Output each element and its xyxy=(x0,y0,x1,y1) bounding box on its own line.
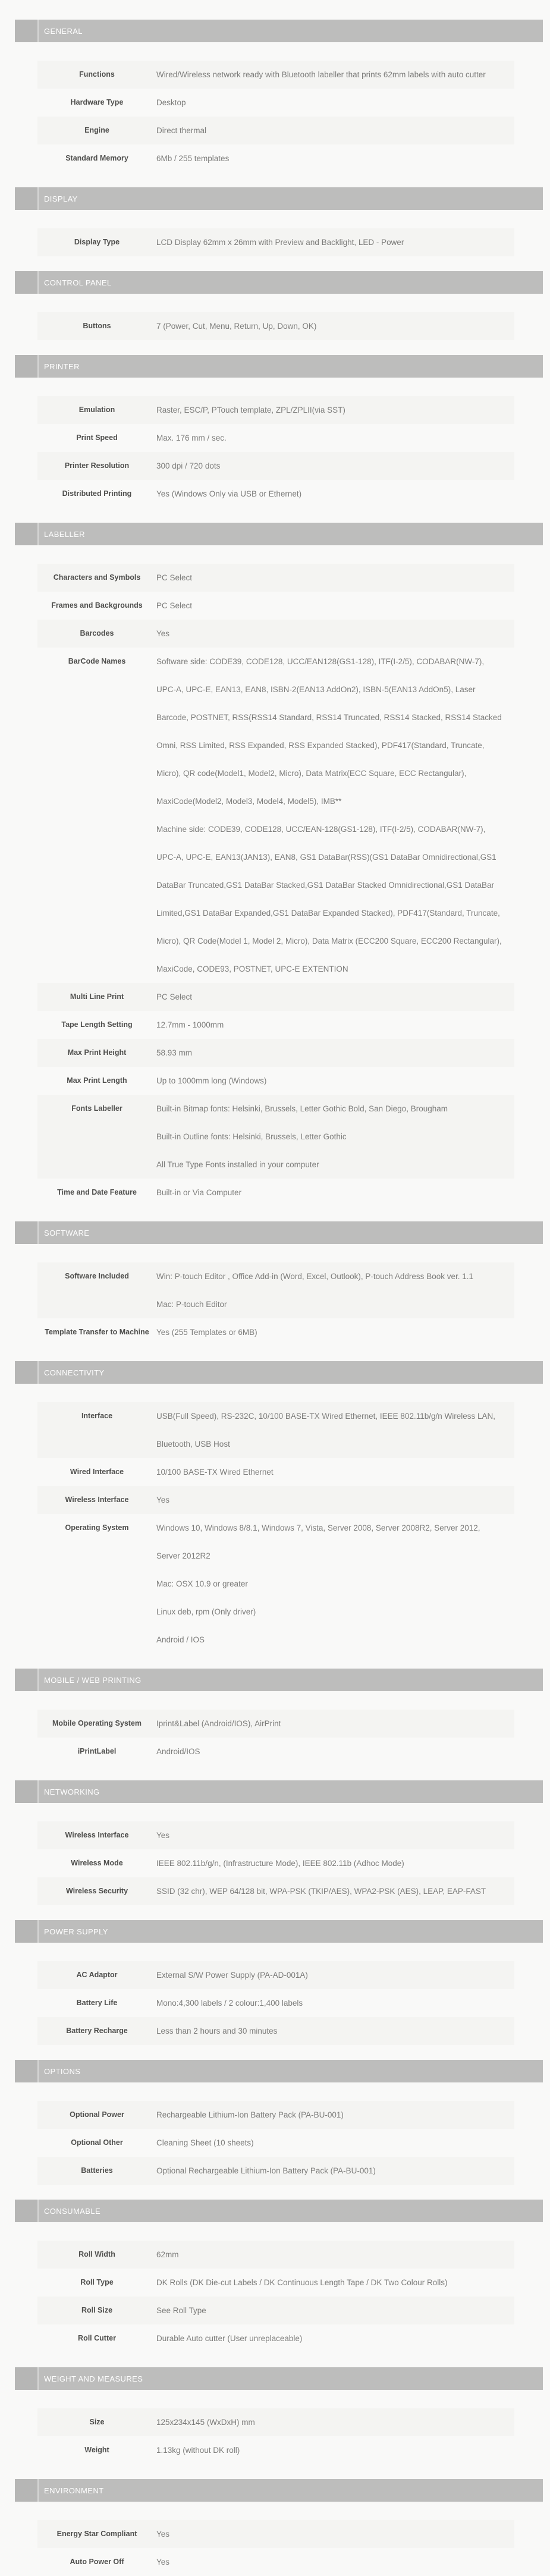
section-header xyxy=(15,2479,543,2502)
spec-value: 125x234x145 (WxDxH) mm xyxy=(156,2418,255,2427)
spec-rows xyxy=(37,228,514,256)
spec-row xyxy=(37,480,514,508)
spec-value: 62mm xyxy=(156,2250,179,2259)
spec-row xyxy=(37,2324,514,2352)
spec-section xyxy=(0,2479,550,2576)
spec-row xyxy=(37,1067,514,1095)
section-header-accent xyxy=(15,20,39,42)
spec-row xyxy=(37,452,514,480)
section-header-accent xyxy=(15,1221,39,1244)
spec-section xyxy=(0,2060,550,2185)
section-header-accent xyxy=(15,1920,39,1943)
spec-label: Wired Interface xyxy=(70,1468,124,1476)
spec-value xyxy=(156,1262,514,1318)
spec-label: Multi Line Print xyxy=(70,992,124,1001)
spec-label: Standard Memory xyxy=(65,154,128,162)
spec-section xyxy=(0,187,550,256)
spec-label: Engine xyxy=(84,126,109,134)
spec-label: Barcodes xyxy=(80,629,114,637)
spec-value-line: Win: P-touch Editor , Office Add-in (Word, Excel, Outlook), P-touch Address Book ver. 1.1 xyxy=(156,1272,473,1281)
spec-rows xyxy=(37,1961,514,2045)
spec-label: Print Speed xyxy=(76,433,118,442)
spec-row xyxy=(37,1179,514,1207)
spec-row xyxy=(37,1262,514,1318)
spec-row xyxy=(37,2436,514,2464)
spec-label: Software Included xyxy=(65,1272,129,1280)
section-header xyxy=(15,20,543,42)
section-header-accent xyxy=(15,355,39,378)
spec-value: 12.7mm - 1000mm xyxy=(156,1020,224,1029)
section-title: WEIGHT AND MEASURES xyxy=(44,2374,143,2383)
spec-label: Tape Length Setting xyxy=(61,1020,133,1029)
spec-label: Buttons xyxy=(83,322,111,330)
spec-row xyxy=(37,620,514,648)
spec-label: Max Print Height xyxy=(67,1048,127,1057)
section-header xyxy=(15,523,543,545)
spec-label: AC Adaptor xyxy=(76,1971,118,1979)
spec-row xyxy=(37,396,514,424)
section-title: DISPLAY xyxy=(44,194,78,203)
section-title: GENERAL xyxy=(44,26,83,36)
spec-row xyxy=(37,228,514,256)
spec-value: Android/IOS xyxy=(156,1747,200,1756)
spec-section xyxy=(0,20,550,172)
spec-value-line: Built-in Outline fonts: Helsinki, Brussels, Letter Gothic xyxy=(156,1132,347,1141)
section-title: LABELLER xyxy=(44,529,85,539)
spec-label: Wireless Mode xyxy=(71,1859,123,1867)
spec-section xyxy=(0,1780,550,1905)
spec-value: DK Rolls (DK Die-cut Labels / DK Continuous Length Tape / DK Two Colour Rolls) xyxy=(156,2278,448,2287)
spec-value: PC Select xyxy=(156,573,193,582)
spec-row xyxy=(37,983,514,1011)
spec-section xyxy=(0,1920,550,2045)
spec-value: Yes xyxy=(156,1496,170,1504)
spec-value: Desktop xyxy=(156,98,186,107)
spec-value: Yes xyxy=(156,2558,170,2566)
spec-value-line: Windows 10, Windows 8/8.1, Windows 7, Vista, Server 2008, Server 2008R2, Server 2012, Server 2012R2 xyxy=(156,1523,480,1560)
section-title: OPTIONS xyxy=(44,2066,81,2076)
spec-row xyxy=(37,144,514,172)
section-header xyxy=(15,2060,543,2082)
spec-value: Yes xyxy=(156,629,170,638)
section-header-accent xyxy=(15,1780,39,1803)
spec-row xyxy=(37,1318,514,1346)
spec-value: LCD Display 62mm x 26mm with Preview and Backlight, LED - Power xyxy=(156,238,404,247)
spec-row xyxy=(37,2241,514,2269)
spec-value-line: Machine side: CODE39, CODE128, UCC/EAN-128(GS1-128), ITF(I-2/5), CODABAR(NW-7), UPC-A, UPC-E, EAN13(JAN13), EAN8, GS1 DataBar(RSS)(GS1 DataBar Omnidirectional,GS1 DataBar Truncated,GS1 DataBar Stacked,GS1 DataBar Stacked Omnidirectional,GS1 DataBar Limited,GS1 DataBar Expanded,GS1 DataBar Expanded Stacked), PDF417(Standard, Truncate, Micro), QR Code(Model 1, Model 2, Micro), Data Matrix (ECC200 Square, ECC200 Rectangular), MaxiCode, CODE93, POSTNET, UPC-E EXTENTION xyxy=(156,825,502,973)
spec-row xyxy=(37,1514,514,1654)
spec-row xyxy=(37,2101,514,2129)
spec-value: Yes xyxy=(156,1831,170,1840)
spec-label: Roll Size xyxy=(81,2306,113,2314)
spec-section xyxy=(0,271,550,340)
spec-rows xyxy=(37,1262,514,1346)
spec-value: 7 (Power, Cut, Menu, Return, Up, Down, OK) xyxy=(156,322,317,331)
section-title: PRINTER xyxy=(44,362,80,371)
spec-value xyxy=(156,1514,514,1654)
spec-label: Mobile Operating System xyxy=(52,1719,142,1727)
spec-row xyxy=(37,2548,514,2576)
spec-value: Built-in or Via Computer xyxy=(156,1188,242,1197)
spec-section xyxy=(0,355,550,508)
section-header-accent xyxy=(15,523,39,545)
spec-row xyxy=(37,1039,514,1067)
spec-value-line: Built-in Bitmap fonts: Helsinki, Brussels, Letter Gothic Bold, San Diego, Brougham xyxy=(156,1104,448,1113)
spec-value: See Roll Type xyxy=(156,2306,206,2315)
spec-row xyxy=(37,424,514,452)
spec-row xyxy=(37,1458,514,1486)
spec-value: PC Select xyxy=(156,601,193,610)
spec-label: BarCode Names xyxy=(68,657,126,665)
spec-row xyxy=(37,1849,514,1877)
spec-row xyxy=(37,2157,514,2185)
spec-section xyxy=(0,1669,550,1765)
spec-section xyxy=(0,2367,550,2464)
spec-row xyxy=(37,1402,514,1458)
spec-rows xyxy=(37,1710,514,1765)
spec-label: Optional Other xyxy=(71,2138,123,2147)
spec-label: Auto Power Off xyxy=(70,2558,124,2566)
section-header xyxy=(15,271,543,294)
spec-value: Up to 1000mm long (Windows) xyxy=(156,1076,267,1085)
section-header-accent xyxy=(15,2367,39,2390)
spec-value: Yes (Windows Only via USB or Ethernet) xyxy=(156,489,302,498)
spec-label: Template Transfer to Machine xyxy=(45,1328,149,1336)
spec-label: Energy Star Compliant xyxy=(56,2530,137,2538)
spec-value-line: Mac: OSX 10.9 or greater xyxy=(156,1579,248,1588)
section-header xyxy=(15,1920,543,1943)
spec-row xyxy=(37,2520,514,2548)
spec-value: Raster, ESC/P, PTouch template, ZPL/ZPLII(via SST) xyxy=(156,406,345,414)
spec-row xyxy=(37,1821,514,1849)
spec-label: Hardware Type xyxy=(70,98,124,106)
spec-rows xyxy=(37,2408,514,2464)
section-title: ENVIRONMENT xyxy=(44,2486,104,2495)
spec-label: Max Print Length xyxy=(67,1076,127,1085)
spec-row xyxy=(37,592,514,620)
section-header xyxy=(15,2367,543,2390)
spec-label: Wireless Interface xyxy=(65,1831,129,1839)
spec-label: Batteries xyxy=(81,2166,113,2175)
spec-row xyxy=(37,1738,514,1765)
section-header xyxy=(15,355,543,378)
spec-label: Characters and Symbols xyxy=(53,573,141,582)
spec-rows xyxy=(37,1821,514,1905)
spec-label: Fonts Labeller xyxy=(71,1104,122,1113)
spec-value: 6Mb / 255 templates xyxy=(156,154,230,163)
section-header xyxy=(15,1221,543,1244)
spec-value-line: All True Type Fonts installed in your computer xyxy=(156,1160,319,1169)
spec-value: Rechargeable Lithium-Ion Battery Pack (PA-BU-001) xyxy=(156,2110,344,2119)
spec-value: SSID (32 chr), WEP 64/128 bit, WPA-PSK (TKIP/AES), WPA2-PSK (AES), LEAP, EAP-FAST xyxy=(156,1887,486,1896)
spec-label: Emulation xyxy=(78,406,115,414)
spec-rows xyxy=(37,564,514,1207)
spec-value-line: Mac: P-touch Editor xyxy=(156,1300,227,1309)
spec-label: Functions xyxy=(79,70,115,78)
spec-value-line: Android / IOS xyxy=(156,1635,205,1644)
spec-value: Iprint&Label (Android/IOS), AirPrint xyxy=(156,1719,281,1728)
spec-value: Max. 176 mm / sec. xyxy=(156,433,227,442)
spec-row xyxy=(37,564,514,592)
section-header xyxy=(15,1669,543,1691)
spec-rows xyxy=(37,312,514,340)
spec-rows xyxy=(37,2241,514,2352)
section-title: MOBILE / WEB PRINTING xyxy=(44,1675,142,1685)
spec-section xyxy=(0,1221,550,1346)
spec-label: Wireless Security xyxy=(65,1887,128,1895)
spec-value: Mono:4,300 labels / 2 colour:1,400 labels xyxy=(156,1999,303,2008)
spec-label: Roll Cutter xyxy=(78,2334,116,2342)
spec-value: Durable Auto cutter (User unreplaceable) xyxy=(156,2334,303,2343)
spec-value: Yes (255 Templates or 6MB) xyxy=(156,1328,257,1337)
section-header-accent xyxy=(15,271,39,294)
section-title: CONNECTIVITY xyxy=(44,1368,105,1377)
spec-section xyxy=(0,523,550,1207)
spec-value: Optional Rechargeable Lithium-Ion Battery Pack (PA-BU-001) xyxy=(156,2166,376,2175)
section-title: NETWORKING xyxy=(44,1787,100,1796)
spec-row xyxy=(37,89,514,117)
spec-label: Battery Recharge xyxy=(66,2027,128,2035)
spec-row xyxy=(37,1486,514,1514)
spec-label: Display Type xyxy=(74,238,120,246)
spec-row xyxy=(37,312,514,340)
spec-row xyxy=(37,1095,514,1179)
spec-value: Yes xyxy=(156,2530,170,2539)
section-title: CONSUMABLE xyxy=(44,2206,101,2216)
spec-label: Roll Width xyxy=(78,2250,115,2258)
spec-rows xyxy=(37,2101,514,2185)
spec-value: Direct thermal xyxy=(156,126,207,135)
spec-row xyxy=(37,1710,514,1738)
spec-value xyxy=(156,648,514,983)
section-title: CONTROL PANEL xyxy=(44,278,112,287)
spec-row xyxy=(37,2269,514,2297)
spec-row xyxy=(37,648,514,983)
spec-rows xyxy=(37,61,514,172)
section-title: SOFTWARE xyxy=(44,1228,90,1237)
spec-value: USB(Full Speed), RS-232C, 10/100 BASE-TX Wired Ethernet, IEEE 802.11b/g/n Wireless LAN, Bluetooth, USB Host xyxy=(156,1412,496,1449)
spec-label: Size xyxy=(89,2418,105,2426)
section-header-accent xyxy=(15,1669,39,1691)
spec-section xyxy=(0,1361,550,1654)
spec-row xyxy=(37,117,514,144)
spec-value: 10/100 BASE-TX Wired Ethernet xyxy=(156,1468,274,1477)
section-title: POWER SUPPLY xyxy=(44,1927,108,1936)
spec-value: PC Select xyxy=(156,992,193,1001)
section-header-accent xyxy=(15,187,39,210)
spec-value: 58.93 mm xyxy=(156,1048,193,1057)
spec-value: External S/W Power Supply (PA-AD-001A) xyxy=(156,1971,308,1980)
spec-value-line: Linux deb, rpm (Only driver) xyxy=(156,1607,256,1616)
spec-value: 1.13kg (without DK roll) xyxy=(156,2446,240,2455)
spec-label: Frames and Backgrounds xyxy=(51,601,143,610)
spec-row xyxy=(37,2017,514,2045)
section-header-accent xyxy=(15,1361,39,1384)
section-header xyxy=(15,2200,543,2222)
section-header-accent xyxy=(15,2479,39,2502)
spec-row xyxy=(37,2408,514,2436)
spec-label: Time and Date Feature xyxy=(57,1188,137,1196)
spec-value: Cleaning Sheet (10 sheets) xyxy=(156,2138,254,2147)
section-header xyxy=(15,1361,543,1384)
spec-label: Optional Power xyxy=(70,2110,124,2119)
spec-label: Weight xyxy=(84,2446,109,2454)
spec-label: iPrintLabel xyxy=(77,1747,117,1755)
spec-section xyxy=(0,2200,550,2352)
spec-value: Less than 2 hours and 30 minutes xyxy=(156,2027,278,2035)
spec-label: Interface xyxy=(81,1412,113,1420)
spec-row xyxy=(37,1877,514,1905)
spec-rows xyxy=(37,396,514,508)
spec-row xyxy=(37,61,514,89)
spec-label: Printer Resolution xyxy=(64,461,130,470)
section-header xyxy=(15,187,543,210)
spec-row xyxy=(37,2297,514,2324)
spec-value: Wired/Wireless network ready with Bluetooth labeller that prints 62mm labels with auto cutter xyxy=(156,70,486,79)
spec-label: Battery Life xyxy=(76,1999,118,2007)
spec-rows xyxy=(37,1402,514,1654)
spec-row xyxy=(37,1011,514,1039)
section-header-accent xyxy=(15,2200,39,2222)
spec-row xyxy=(37,1989,514,2017)
spec-label: Roll Type xyxy=(80,2278,114,2286)
section-header-accent xyxy=(15,2060,39,2082)
spec-value-line: Software side: CODE39, CODE128, UCC/EAN128(GS1-128), ITF(I-2/5), CODABAR(NW-7), UPC-A, UPC-E, EAN13, EAN8, ISBN-2(EAN13 AddOn2), ISBN-5(EAN13 AddOn5), Laser Barcode, POSTNET, RSS(RSS14 Standard, RSS14 Truncated, RSS14 Stacked, RSS14 Stacked Omni, RSS Limited, RSS Expanded, RSS Expanded Stacked), PDF417(Standard, Truncate, Micro), QR code(Model1, Model2, Micro), Data Matrix(ECC Square, ECC Rectangular), MaxiCode(Model2, Model3, Model4, Model5), IMB** xyxy=(156,657,502,806)
section-header xyxy=(15,1780,543,1803)
spec-row xyxy=(37,2129,514,2157)
spec-value xyxy=(156,1095,514,1179)
spec-value: 300 dpi / 720 dots xyxy=(156,461,221,470)
spec-rows xyxy=(37,2520,514,2576)
spec-row xyxy=(37,1961,514,1989)
spec-label: Operating System xyxy=(65,1523,129,1532)
spec-value: IEEE 802.11b/g/n, (Infrastructure Mode), IEEE 802.11b (Adhoc Mode) xyxy=(156,1859,404,1868)
spec-label: Distributed Printing xyxy=(62,489,132,498)
spec-label: Wireless Interface xyxy=(65,1496,129,1504)
